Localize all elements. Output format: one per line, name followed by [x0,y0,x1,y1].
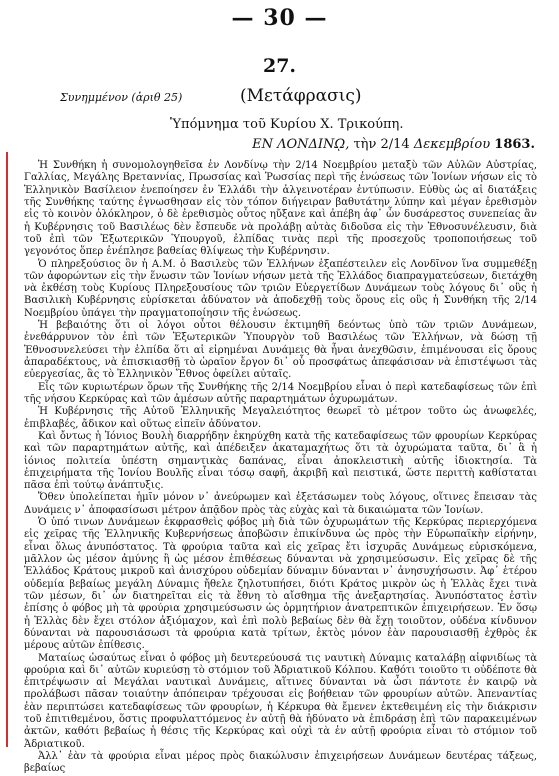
page-number: — 30 — [231,5,328,31]
place-name: ΕΝ ΛΟΝΔΙΝῼ, [252,137,350,152]
place-date-line [252,137,535,152]
paragraph: Ἡ Συνθήκη ἡ συνομολογηθεῖσα ἐν Λονδίνῳ τὴν 2/14 Νοεμβρίου μεταξὺ τῶν Αὐλῶν Αὐστρίας, Γαλλίας, Μεγάλης Βρεταννίας, Πρωσσίας καὶ Ῥωσσίας περὶ τῆς ἑνώσεως τῶν Ἰονίων νήσων εἰς τὸ Ἑλληνικὸν Βασίλειον ἐνεποίησεν ἐν Ἑλλάδι τὴν ἀλγεινοτέραν ἐντύπωσιν. Εὐθὺς ὡς αἱ διατάξεις τῆς Συνθήκης ταύτης ἐγνωσθησαν εἰς τὸν τόπον διήγειραν βαθυτάτην λύπην καὶ μέγαν ἐρεθισμὸν εἰς τὸ κοινὸν ὁλόκληρον, ὁ δὲ ἐρεθισμὸς οὗτος ηὔξανε καὶ ἀπέβη ἀφ᾽ ὧν δυσάρεστος συνεπείας ἂν ἡ Κυβέρνησις τοῦ Βασιλέως δὲν ἔσπευδε νὰ προλάβῃ αὐτὰς διδοῦσα εἰς τὴν Ἐθνοσυνέλευσιν, διὰ τοῦ ἐπὶ τῶν Ἐξωτερικῶν Ὑπουργοῦ, ἐλπίδας τινὰς περὶ τῆς προσεχοῦς τροποποιήσεως τοῦ γεγονότος ὅπερ ἐνέπλησε βαθείας θλίψεως τὴν Κυβέρνησιν. [24,160,537,258]
date-month: Δεκεμβρίου [413,137,491,152]
paragraph: Ἀλλ᾽ ἐὰν τὰ φρούρια εἶναι μέρος πρὸς διακώλυσιν ἐπιχειρήσεων Δυνάμεων δευτέρας τάξεως, βεβαίως [24,751,537,775]
paragraph: Ματαίως ὡσαύτως εἶναι ὁ φόβος μὴ δευτερεύουσά τις ναυτικὴ Δύναμις καταλάβῃ αἰφνιδίως τὰ φρούρια καὶ δι᾽ αὐτῶν κυριεύσῃ τὸ στόμιον τοῦ Ἀδριατικοῦ Κόλπου. Καθότι τοιοῦτο τι οὐδέποτε θὰ ἐπιτρέψωσιν αἱ Μεγάλαι ναυτικαὶ Δυνάμεις, αἵτινες δύνανται νὰ ὦσι πάντοτε ἐν καιρῷ νὰ προλάβωσι πᾶσαν τοιαύτην ἀπόπειραν τρέχουσαι εἰς βοήθειαν τῶν φρουρίων αὐτῶν. Ἀπεναντίας ἐὰν περιπτώσει κατεδαφίσεως τῶν φρουρίων, ἡ Κέρκυρα θὰ ἔμενεν ἐκτεθειμένη εἰς τὴν διάκρισιν τοῦ ἐπιτιθεμένου, ὅστις προφυλαττόμενος ἐν αὐτῇ θὰ ἠδύνατο νὰ ἐπιδράσῃ ἐπὶ τῶν παρακειμένων ἀκτῶν, καθότι βεβαίως ἡ θέσις τῆς Κερκύρας καὶ οὐχὶ τὰ ἐν αὐτῇ φρούρια εἶναι τὸ στόμιον τοῦ Ἀδριατικοῦ. [24,652,537,750]
paragraph: Καὶ ὄντως ἡ Ἰόνιος Βουλὴ διαρρήδην ἐκηρύχθη κατὰ τῆς κατεδαφίσεως τῶν φρουρίων Κερκύρας καὶ τῶν παραρτημάτων αὐτῆς, καὶ ἀπέδειξεν ἀκαταμαχήτως ὅτι τὰ ὀχυρώματα ταῦτα, δι᾽ ἃ ἡ ἰόνιος πολιτεία ὑπέστη σημαντικὰς δαπάνας, εἶναι ἀποκλειστικὴ αὐτῆς ἰδιοκτησία. Τὰ ἐπιχειρήματα τῆς Ἰονίου Βουλῆς εἶναι τόσῳ σαφῆ, ἀκριβῆ καὶ πειστικά, ὥστε περιττὴ καθίσταται πᾶσα ἐπὶ τούτῳ ἀνάπτυξις. [24,430,537,492]
margin-marker-bar [6,152,8,747]
paragraph: Ὅθεν ὑπολείπεται ἡμῖν μόνον ν᾽ ἀνεύρωμεν καὶ ἐξετάσωμεν τοὺς λόγους, οἵτινες ἔπεισαν τὰς Δυνάμεις ν᾽ ἀποφασίσωσι μέτρον ἀπᾷδον πρὸς τὰς εὐχὰς καὶ τὰ δικαιώματα τῶν Ἰονίων. [24,492,537,516]
date-year: 1863. [494,137,535,152]
memo-title: Ὑπόμνημα τοῦ Κυρίου Χ. Τρικούπη. [170,117,404,132]
document-number: 27. [262,55,297,77]
paragraph: Ἡ βεβαιότης ὅτι οἱ λόγοι οὗτοι θέλουσιν ἐκτιμηθῆ δεόντως ὑπὸ τῶν τριῶν Δυνάμεων, ἐνεθάρρυνον τὸν ἐπὶ τῶν Ἐξωτερικῶν Ὑπουργὸν τοῦ Βασιλέως τῶν Ἑλλήνων, νὰ δώσῃ τῇ Ἐθνοσυνελεύσει τὴν ἐλπίδα ὅτι αἱ εἰρημέναι Δυνάμεις θὰ ἦναι ἀνεχθῶσιν, ἐπιμένουσαι εἰς ὅρους ἀπαραδέκτους, νὰ ἐπισκιασθῇ τὸ ὡραῖον ἔργον δι᾽ οὗ προσφάτως ἀπεφάσισαν νὰ ἐπιστέψωσι τὰς εὐεργεσίας, ἃς τὸ Ἑλληνικὸν Ἔθνος ὀφείλει αὐταῖς. [24,320,537,381]
attached-note: Συνημμένον (ἀριθ 25) [60,91,183,104]
date-prefix: τὴν 2/14 [353,137,410,152]
paragraph: Ἡ Κυβέρνησις τῆς Αὐτοῦ Ἑλληνικῆς Μεγαλειότητος θεωρεῖ τὸ μέτρον τοῦτο ὡς ἀνωφελές, ἐπιβλαβές, ἄδικον καὶ οὕτως εἰπεῖν ἀδύνατον. [24,406,537,430]
paragraph: Εἷς τῶν κυριωτέρων ὅρων τῆς Συνθήκης τῆς 2/14 Νοεμβρίου εἶναι ὁ περὶ κατεδαφίσεως τῶν ἐπὶ τῆς νήσου Κερκύρας καὶ τῶν ἀμέσων αὐτῆς παραρτημάτων ὀχυρωμάτων. [24,381,537,405]
paragraph: Ὁ ὑπό τινων Δυνάμεων ἐκφρασθεὶς φόβος μὴ διὰ τῶν ὀχυρωμάτων τῆς Κερκύρας περιερχόμενα εἰς χεῖρας τῆς Ἑλληνικῆς Κυβερνήσεως ἀποβῶσιν ἐπικίνδυνα ὡς πρὸς τὴν Εὐρωπαϊκὴν εἰρήνην, εἶναι ὅλως ἀνυπόστατος. Τὰ φρούρια ταῦτα καὶ εἰς χεῖρας ἔτι ἰσχυρᾶς Δυνάμεως εὑρισκόμενα, μᾶλλον ὡς μέσον ἀμύνης ἢ ὡς μέσον ἐπιθέσεως δύνανται νὰ χρησιμεύσωσιν. Εἰς χεῖρας δὲ τῆς Ἑλλάδος Κράτους μικροῦ καὶ ἀνισχύρου οὐδεμίαν δύναμιν δύνανται ν᾽ ἀνησυχήσωσιν. Ἀφ᾽ ἑτέρου οὐδεμία βεβαίως μεγάλη Δύναμις ἤθελε ζηλοτυπήσει, διότι Κράτος μικρὸν ὡς ἡ Ἑλλὰς ἔχει τινὰ τῶν μέσων, δι᾽ ὧν διατηρεῖται εἰς τὰ ἔθνη τὸ αἴσθημα τῆς ἀνεξαρτησίας. Ἀνυπόστατος ἐστὶν ἐπίσης ὁ φόβος μὴ τὰ φρούρια χρησιμεύσωσιν ὡς ὁρμητήριον ἀνατρεπτικῶν ἐπιχειρήσεων. Ἐν ὅσῳ ἡ Ἑλλὰς δὲν ἔχει στόλον ἀξιόμαχον, καὶ ἐπὶ πολὺ βεβαίως δὲν θὰ ἔχῃ τοιοῦτον, οὐδένα κίνδυνον δύνανται νὰ παρουσιάσωσι τὰ φρούρια κατὰ τρίτων, ἐκτὸς μόνον ἐὰν παρουσιασθῇ ἐχθρὸς ἐκ μέρους αὐτῶν ἐπίθεσις. [24,517,537,652]
paragraph: Ὁ πληρεξούσιος ὃν ἡ Α.Μ. ὁ Βασιλεὺς τῶν Ἑλλήνων ἐξαπέστειλεν εἰς Λονδῖνον ἵνα συμμεθέξῃ τῶν ἀφορώντων εἰς τὴν ἕνωσιν τῶν Ἰονίων νήσων μετὰ τῆς Ἑλλάδος διαπραγματεύσεων, διετάχθη νὰ ἐκθέσῃ τοὺς Κυρίους Πληρεξουσίους τῶν τριῶν Εὐεργετίδων Δυνάμεων τοὺς λόγους δι᾽ οὓς ἡ Βασιλικὴ Κυβέρνησις εὑρίσκεται ἀδύνατον νὰ ἀποδεχθῇ τοὺς ὅρους εἰς οὓς ἡ Συνθήκη τῆς 2/14 Νοεμβρίου ὑπάγει τὴν πραγματοποίησιν τῆς ἑνώσεως. [24,258,537,319]
document-kind: (Μετάφρασις) [240,86,362,106]
memo-body [24,160,537,776]
